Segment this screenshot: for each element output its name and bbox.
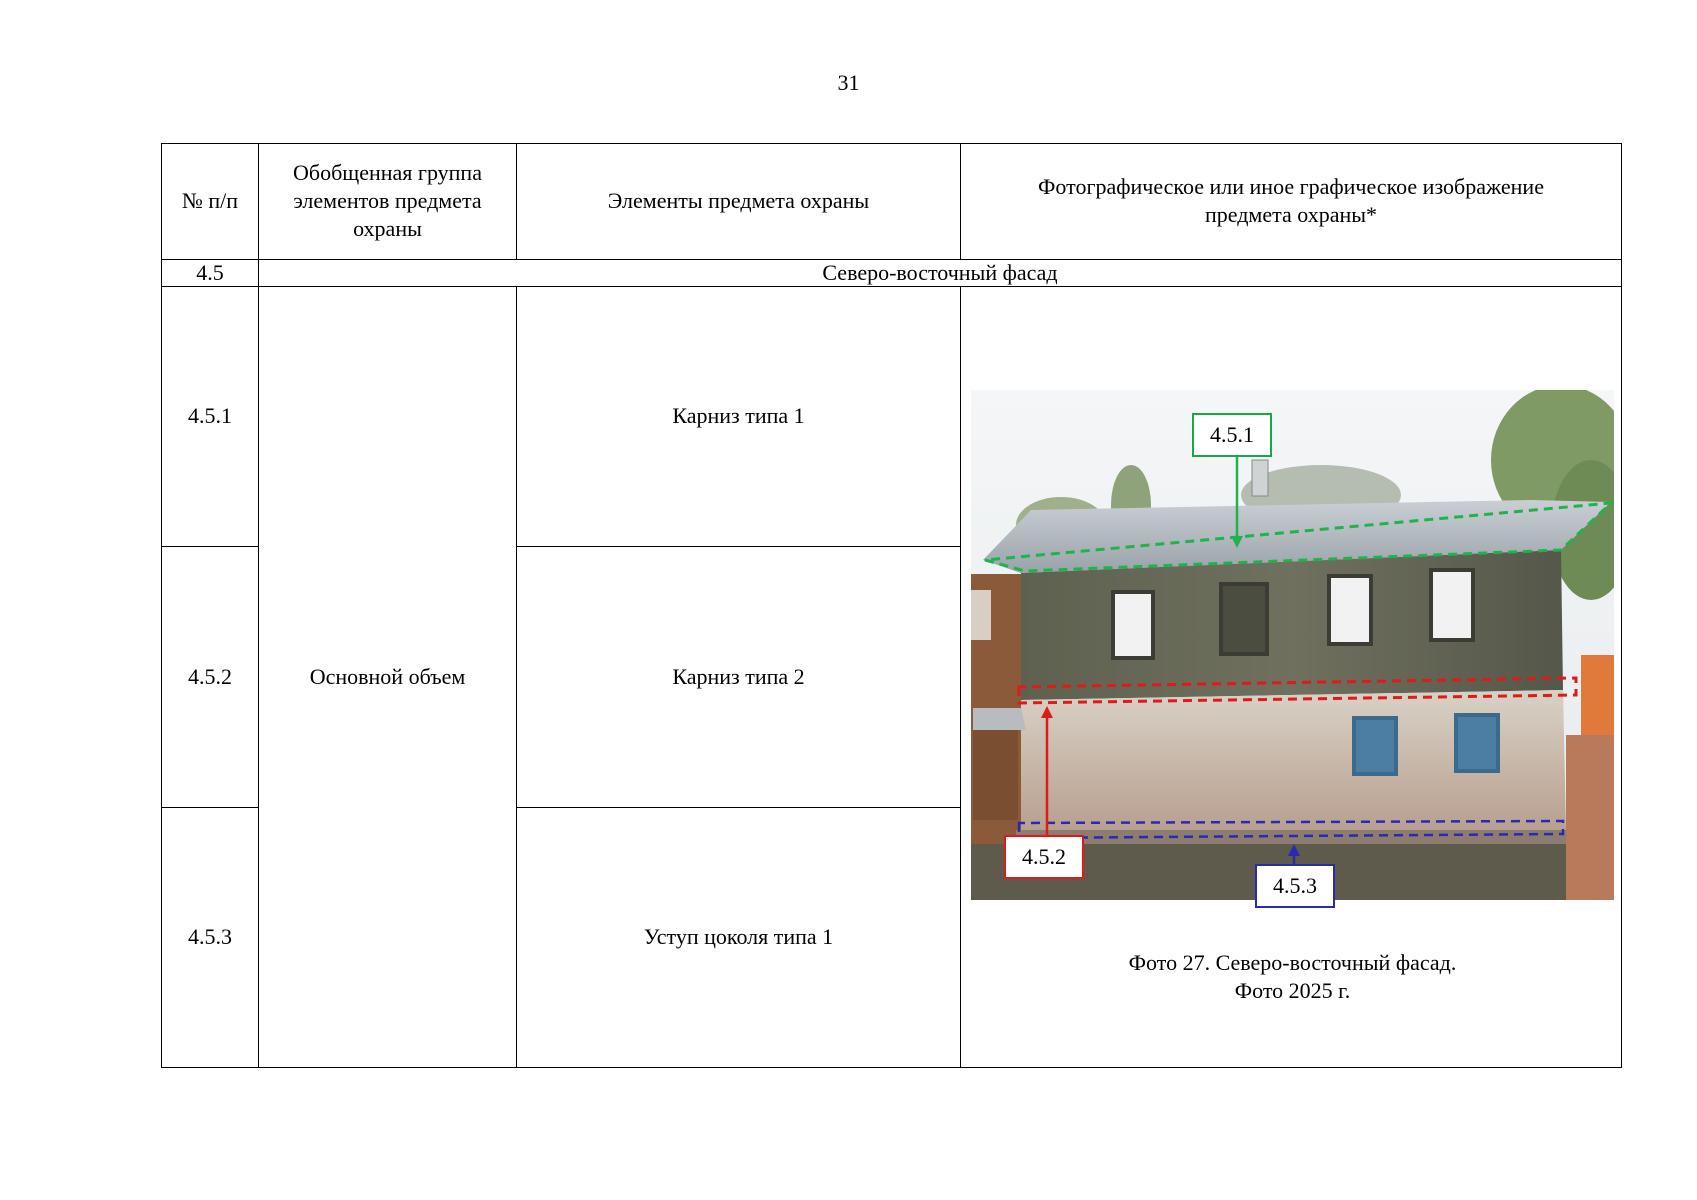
callout-4-5-1: 4.5.1 [1192,413,1272,457]
photo-cell [961,286,1622,1067]
header-group: Обобщенная группа элементов предмета охраны [259,144,517,260]
callout-4-5-2: 4.5.2 [1004,835,1084,879]
row-num: 4.5.3 [162,807,259,1067]
photo-area [961,287,1624,1063]
caption-line2: Фото 2025 г. [1234,977,1351,1003]
header-photo: Фотографическое или иное графическое изображение предмета охраны* [961,144,1622,260]
protection-elements-table [161,143,1622,1068]
section-title: Северо-восточный фасад [259,259,1622,286]
row-element: Карниз типа 2 [517,547,961,807]
row-element: Уступ цоколя типа 1 [517,807,961,1067]
section-row [162,259,1622,286]
section-num: 4.5 [162,259,259,286]
callout-4-5-3: 4.5.3 [1255,864,1335,908]
row-num: 4.5.2 [162,547,259,807]
row-element: Карниз типа 1 [517,286,961,546]
page-number: 31 [837,70,860,95]
row-num: 4.5.1 [162,286,259,546]
header-num: № п/п [162,144,259,260]
photo-caption [961,949,1624,1005]
caption-line1: Фото 27. Северо-восточный фасад. [1128,949,1457,975]
facade-photo [971,390,1614,900]
header-row [162,144,1622,260]
group-name: Основной объем [259,286,517,1067]
table-row [162,286,1622,546]
header-elements: Элементы предмета охраны [517,144,961,260]
